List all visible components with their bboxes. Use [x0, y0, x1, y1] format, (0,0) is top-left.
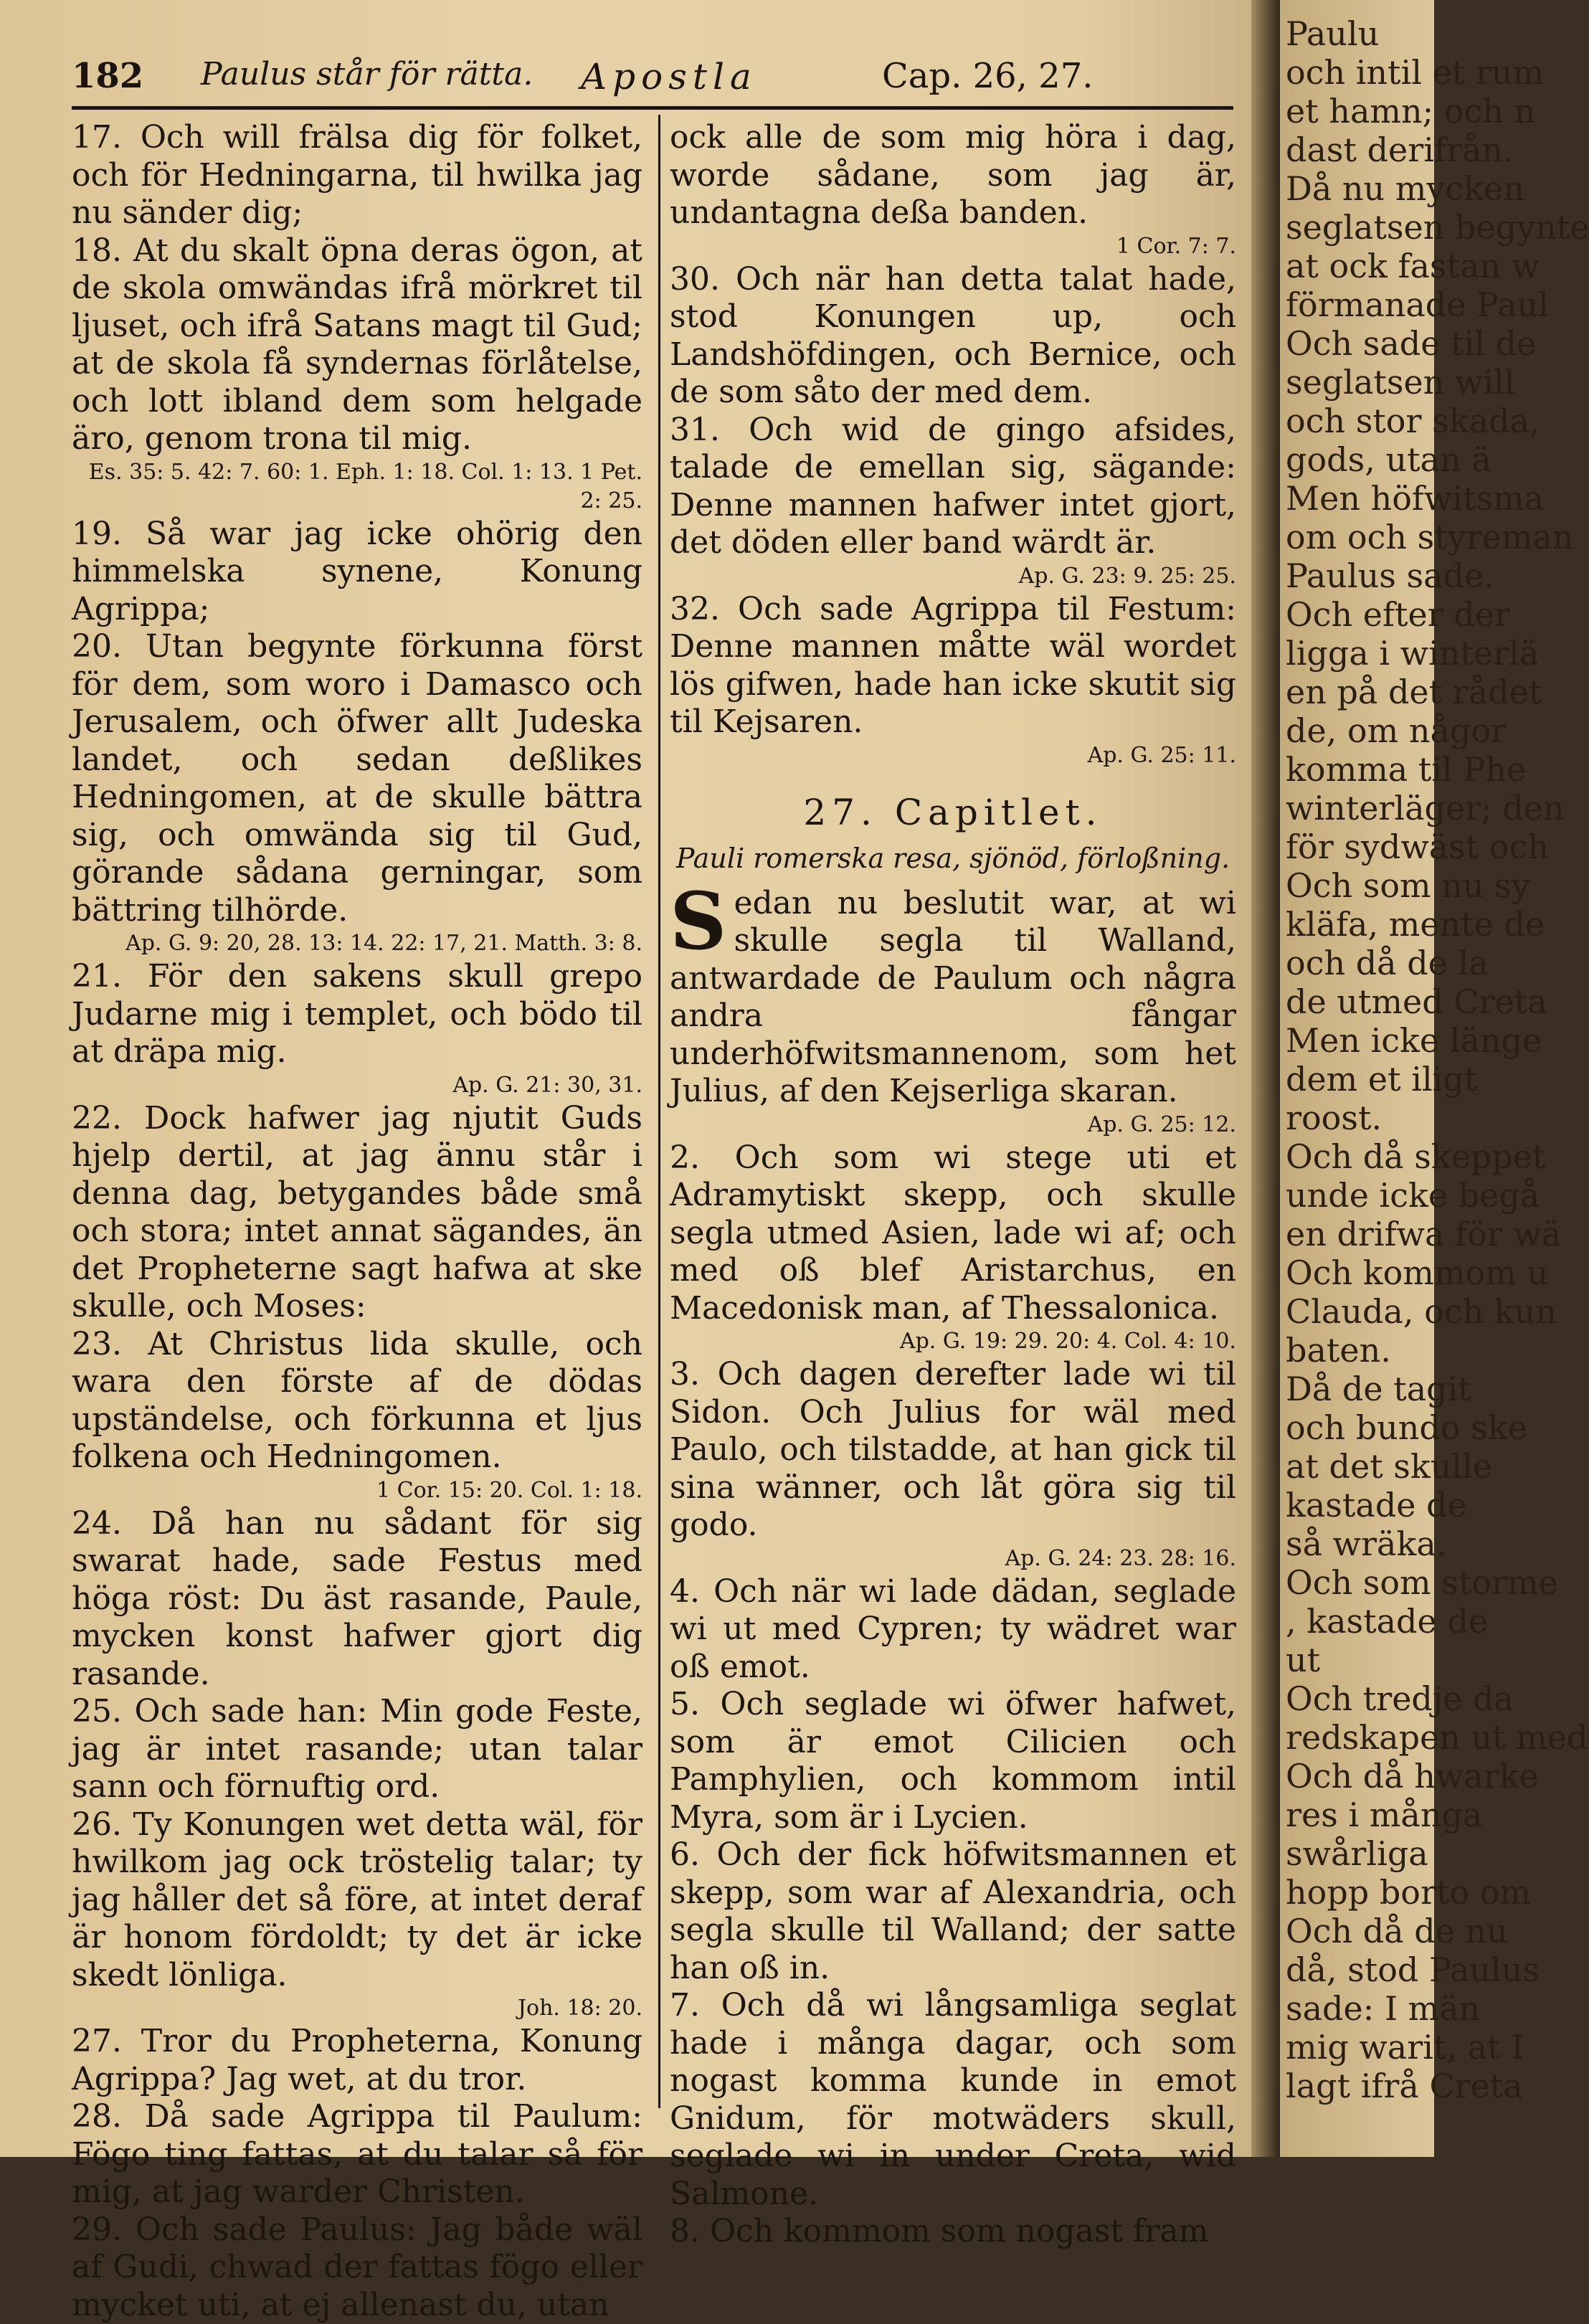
cross-reference: Ap. G. 21: 30, 31. — [72, 1071, 642, 1100]
neighbor-line: Då nu mycken — [1286, 169, 1524, 208]
verse — [670, 885, 1236, 1111]
verse-text: 21. För den sakens skull grepo Judarne mig i templet, och bödo til at dräpa mig. — [72, 958, 642, 1070]
verse — [670, 1573, 1236, 1687]
verse-text: 27. Tror du Propheterna, Konung Agrippa? Jag wet, at du tror. — [72, 2023, 642, 2097]
neighbor-line: roost. — [1286, 1099, 1382, 1137]
neighbor-line: och då de la — [1286, 944, 1489, 982]
header-subtitle: Paulus står för rätta. — [201, 56, 533, 93]
neighbor-line: och intil et rum — [1286, 53, 1544, 92]
cross-reference: Ap. G. 19: 29. 20: 4. Col. 4: 10. — [670, 1327, 1236, 1356]
neighbor-line: dast derifrån. — [1286, 131, 1514, 169]
cross-reference: 1 Cor. 7: 7. — [670, 232, 1236, 261]
header-rule — [72, 106, 1233, 110]
header-chapter-ref: Cap. 26, 27. — [882, 56, 1094, 96]
neighbor-line: Paulu — [1286, 14, 1379, 53]
neighbor-line: en på det rådet — [1286, 673, 1542, 711]
verse-text: 20. Utan begynte förkunna först för dem, som woro i Damasco och Jerusalem, och öfwer allt Judeska landet, och sedan deßlikes Hedningomen, at de skulle bättra sig, och omwända sig til Gud, görande sådana gerningar, som bättring tilhörde. — [72, 628, 642, 929]
verse-text: 31. Och wid de gingo afsides, talade de emellan sig, sägande: Denne mannen hafwer intet gjort, det döden eller band wärdt är. — [670, 412, 1236, 561]
cross-reference: Ap. G. 23: 9. 25: 25. — [670, 562, 1236, 591]
verse — [72, 1693, 642, 1806]
verse — [670, 1356, 1236, 1545]
neighbor-line: de utmed Creta — [1286, 982, 1547, 1021]
cross-reference: 1 Cor. 15: 20. Col. 1: 18. — [72, 1476, 642, 1505]
neighbor-line: Och efter der — [1286, 595, 1510, 634]
neighbor-line: för sydwäst och — [1286, 827, 1549, 866]
neighbor-line: hopp borto om — [1286, 1873, 1531, 1912]
verse-text: 30. Och när han detta talat hade, stod Konungen up, och Landshöfdingen, och Bernice, och de som såto der med dem. — [670, 261, 1236, 411]
neighbor-line: swårliga — [1286, 1834, 1428, 1873]
neighbor-line: seglatsen will — [1286, 363, 1514, 402]
verse — [72, 2098, 642, 2211]
verse — [670, 119, 1236, 232]
neighbor-line: Och kommom u — [1286, 1253, 1548, 1292]
verse — [670, 1836, 1236, 1987]
neighbor-line: ligga i winterlä — [1286, 634, 1539, 673]
neighbor-line: Och då hwarke — [1286, 1757, 1539, 1796]
verse — [72, 2023, 642, 2098]
verse — [670, 2213, 1236, 2251]
neighbor-line: och bundo ske — [1286, 1408, 1527, 1447]
cross-reference: Ap. G. 25: 12. — [670, 1111, 1236, 1139]
verse-text: 18. At du skalt öpna deras ögon, at de skola omwändas ifrå mörkret til ljuset, och ifrå Satans magt til Gud; at de skola få syndernas förlåtelse, och lott ibland dem som helgade äro, genom trona til mig. — [72, 232, 642, 457]
chapter-title: 27. Capitlet. — [670, 790, 1236, 835]
neighbor-line: kläfa, mente de — [1286, 905, 1545, 944]
neighbor-line: en drifwa för wä — [1286, 1215, 1561, 1253]
neighbor-line: Då de tagit — [1286, 1370, 1471, 1408]
verse-text: 19. Så war jag icke ohörig den himmelska synene, Konung Agrippa; — [72, 516, 642, 627]
neighbor-line: kastade de — [1286, 1486, 1467, 1524]
neighbor-line: gods, utan ä — [1286, 440, 1491, 479]
verse-text: 6. Och der fick höfwitsmannen et skepp, som war af Alexandria, och segla skulle til Walland; der satte han oß in. — [670, 1836, 1236, 1986]
verse-text: 32. Och sade Agrippa til Festum: Denne mannen måtte wäl wordet lös gifwen, hade han icke skutit sig til Kejsaren. — [670, 591, 1236, 741]
neighbor-line: Men höfwitsma — [1286, 479, 1544, 518]
cross-reference: Ap. G. 25: 11. — [670, 741, 1236, 770]
neighbor-line: baten. — [1286, 1331, 1391, 1370]
verse — [670, 1686, 1236, 1836]
neighbor-line: winterläger; den — [1286, 789, 1565, 827]
book-gutter — [1251, 0, 1280, 2157]
header-book-title: Apostla — [581, 56, 757, 98]
cross-reference: Ap. G. 9: 20, 28. 13: 14. 22: 17, 21. Matth. 3: 8. — [72, 929, 642, 958]
neighbor-line: och stor skada, — [1286, 402, 1540, 440]
chapter-summary: Pauli romerska resa, sjönöd, förloßning. — [670, 840, 1236, 876]
running-header — [72, 56, 1233, 102]
verse — [72, 2211, 642, 2324]
neighbor-line: de, om någor — [1286, 711, 1507, 750]
verse-text: 28. Då sade Agrippa til Paulum: Fögo ting fattas, at du talar så för mig, at jag warder Christen. — [72, 2098, 642, 2210]
neighbor-line: Och då skeppet — [1286, 1137, 1546, 1176]
verse — [72, 958, 642, 1071]
verse — [72, 232, 642, 458]
neighbor-line: så wräka. — [1286, 1524, 1446, 1563]
cross-reference: Es. 35: 5. 42: 7. 60: 1. Eph. 1: 18. Col. 1: 13. 1 Pet. 2: 25. — [72, 458, 642, 516]
neighbor-line: at ock fastan w — [1286, 247, 1540, 285]
neighbor-line: Och då de nu — [1286, 1912, 1508, 1950]
verse — [72, 628, 642, 929]
neighbor-line: , kastade de — [1286, 1602, 1488, 1641]
neighbor-line: mig warit, at I — [1286, 2028, 1524, 2067]
neighbor-line: då, stod Paulus — [1286, 1950, 1540, 1989]
verse-text: 24. Då han nu sådant för sig swarat hade, sade Festus med höga röst: Du äst rasande, Paule, mycken konst hafwer gjort dig rasande. — [72, 1505, 642, 1692]
verse — [72, 516, 642, 629]
verse — [72, 1326, 642, 1476]
neighbor-line: om och styreman — [1286, 518, 1574, 556]
cross-reference: Ap. G. 24: 23. 28: 16. — [670, 1545, 1236, 1573]
verse — [670, 1139, 1236, 1328]
verse — [72, 119, 642, 232]
verse-text: 22. Dock hafwer jag njutit Guds hjelp dertil, at jag ännu står i denna dag, betygandes både små och stora; intet annat sägandes, än det Propheterne sagt hafwa at ske skulle, och Moses: — [72, 1100, 642, 1325]
verse-text: 26. Ty Konungen wet detta wäl, för hwilkom jag ock tröstelig talar; ty jag håller det så före, at intet deraf är honom fördoldt; ty det är icke skedt lönliga. — [72, 1806, 642, 1993]
verse — [72, 1806, 642, 1995]
neighbor-line: Och som nu sy — [1286, 866, 1530, 905]
right-verses-after — [670, 885, 1236, 2251]
neighbor-line: Och som storme — [1286, 1563, 1558, 1602]
verse-text: 23. At Christus lida skulle, och wara den förste af de dödas upständelse, och förkunna et ljus folkena och Hedningomen. — [72, 1326, 642, 1476]
verse-text: 25. Och sade han: Min gode Feste, jag är intet rasande; utan talar sann och förnuftig ord. — [72, 1693, 642, 1805]
adjacent-page-edge — [1280, 0, 1434, 2157]
neighbor-line: Paulus sade. — [1286, 556, 1494, 595]
neighbor-line: sade: I män — [1286, 1989, 1480, 2028]
neighbor-line: res i många — [1286, 1796, 1482, 1834]
column-divider — [658, 115, 660, 2108]
neighbor-line: Men icke länge — [1286, 1021, 1542, 1060]
neighbor-line: at det skulle — [1286, 1447, 1492, 1486]
verse — [670, 591, 1236, 741]
verse — [670, 1987, 1236, 2213]
left-column — [72, 119, 642, 2324]
verse-text: 17. Och will frälsa dig för folket, och för Hedningarna, til hwilka jag nu sänder dig; — [72, 119, 642, 231]
neighbor-line: komma til Phe — [1286, 750, 1526, 789]
verse — [72, 1505, 642, 1694]
verse — [670, 261, 1236, 412]
verse-text: 7. Och då wi långsamliga seglat hade i många dagar, och som nogast komma kunde in emot Gnidum, för motwäders skull, seglade wi in under Creta, wid Salmone. — [670, 1987, 1236, 2212]
page-number: 182 — [72, 56, 143, 96]
verse-text: 5. Och seglade wi öfwer hafwet, som är emot Cilicien och Pamphylien, och kommom intil Myra, som är i Lycien. — [670, 1686, 1236, 1836]
neighbor-line: Och sade til de — [1286, 324, 1536, 363]
neighbor-line: unde icke begå — [1286, 1176, 1540, 1215]
verse-text: edan nu beslutit war, at wi skulle segla til Walland, antwardade de Paulum och några andra fångar underhöfwitsmannenom, som het Julius, af den Kejserliga skaran. — [670, 885, 1236, 1110]
neighbor-line: lagt ifrå Creta — [1286, 2067, 1523, 2105]
neighbor-line: ut — [1286, 1641, 1320, 1679]
right-verses-before — [670, 119, 1236, 770]
verse-text: ock alle de som mig höra i dag, worde sådane, som jag är, undantagna deßa banden. — [670, 119, 1236, 231]
verse-text: 3. Och dagen derefter lade wi til Sidon. Och Julius for wäl med Paulo, och tilstadde, at han gick til sina wänner, och låt göra sig til godo. — [670, 1356, 1236, 1543]
verse-text: 29. Och sade Paulus: Jag både wäl af Gudi, chwad der fattas fögo eller mycket uti, at ej allenast du, utan — [72, 2211, 642, 2323]
neighbor-line: et hamn; och n — [1286, 92, 1535, 131]
verse-text: 8. Och kommom som nogast fram — [670, 2213, 1208, 2249]
neighbor-line: Och tredje da — [1286, 1679, 1514, 1718]
verse — [670, 412, 1236, 562]
neighbor-line: förmanade Paul — [1286, 285, 1549, 324]
verse-text: 2. Och som wi stege uti et Adramytiskt skepp, och skulle segla utmed Asien, lade wi af; och med oß blef Aristarchus, en Macedonisk man, af Thessalonica. — [670, 1139, 1236, 1327]
neighbor-line: seglatsen begynte — [1286, 208, 1589, 247]
cross-reference: Joh. 18: 20. — [72, 1994, 642, 2023]
verse — [72, 1100, 642, 1326]
verse-text: 4. Och när wi lade dädan, seglade wi ut med Cypren; ty wädret war oß emot. — [670, 1573, 1236, 1685]
drop-cap: S — [670, 889, 726, 954]
neighbor-line: redskapen ut med — [1286, 1718, 1588, 1757]
neighbor-line: Clauda, och kun — [1286, 1292, 1557, 1331]
right-column — [670, 119, 1236, 2251]
neighbor-line: dem et iligt — [1286, 1060, 1477, 1099]
